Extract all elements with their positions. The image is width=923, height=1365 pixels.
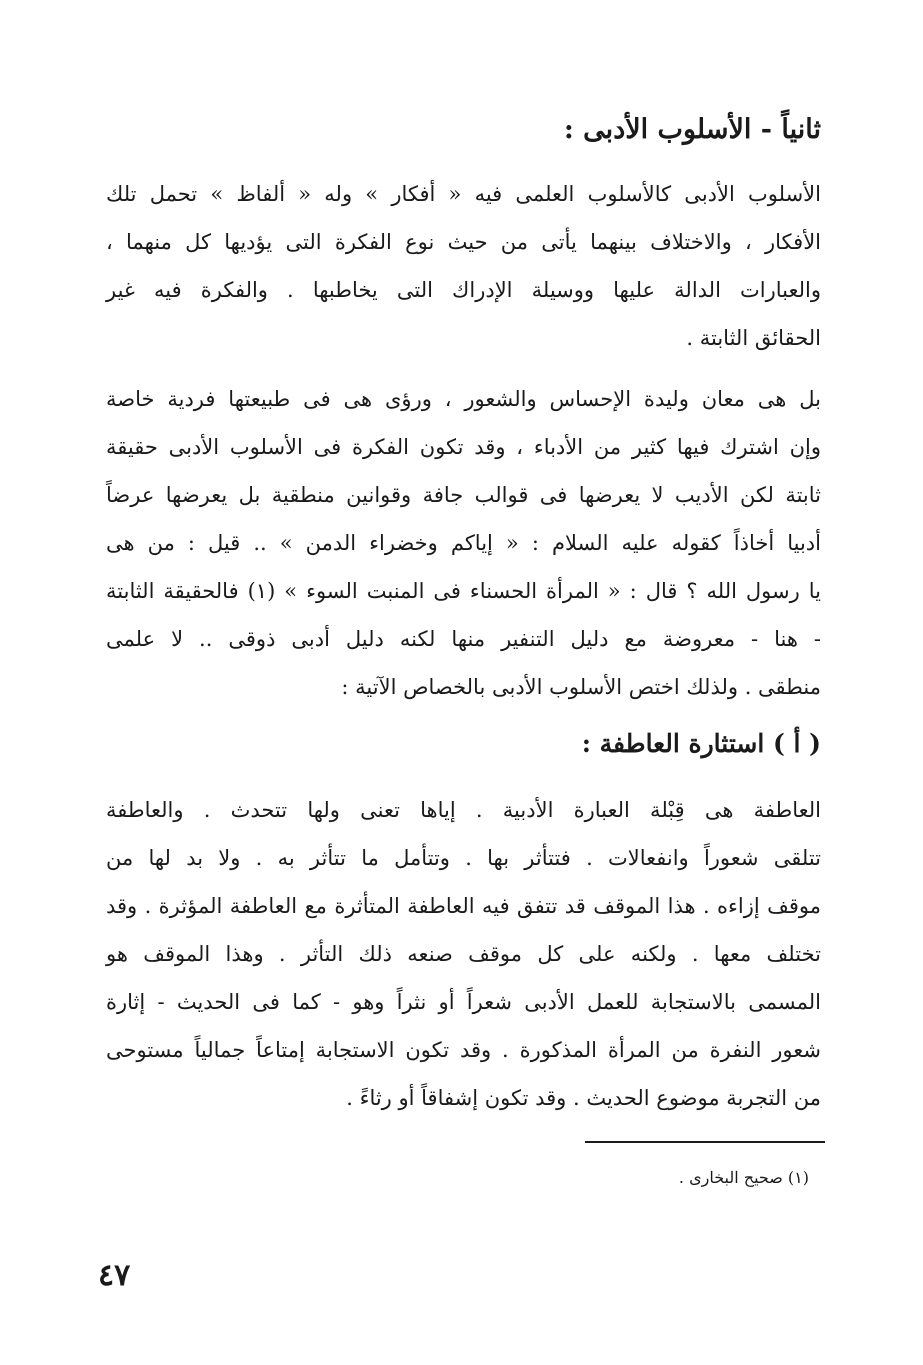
text-line: أدبيا أخاذاً كقوله عليه السلام : « إياكم وخضراء الدمن » .. قيل : من هى: [106, 531, 821, 555]
text-line: تتلقى شعوراً وانفعالات . فتتأثر بها . وتتأمل ما تتأثر به . ولا بد لها من: [106, 846, 821, 870]
text-line: شعور النفرة من المرأة المذكورة . وقد تكون الاستجابة إمتاعاً جمالياً مستوحى: [106, 1038, 821, 1062]
text-line: العاطفة هى قِبْلة العبارة الأدبية . إياها تعنى ولها تتحدث . والعاطفة: [106, 798, 821, 822]
text-line: موقف إزاءه . هذا الموقف قد تتفق فيه العاطفة المتأثرة مع العاطفة المؤثرة . وقد: [106, 894, 821, 918]
text-line: الأسلوب الأدبى كالأسلوب العلمى فيه « أفكار » وله « ألفاظ » تحمل تلك: [106, 182, 821, 206]
text-line: من التجربة موضوع الحديث . وقد تكون إشفاقاً أو رثاءً .: [346, 1086, 821, 1110]
paragraph-1: [106, 170, 821, 362]
footnote-divider: [585, 1141, 825, 1143]
paragraph-3: [106, 786, 821, 1122]
text-line: الأفكار ، والاختلاف بينهما يأتى من حيث نوع الفكرة التى يؤديها كل منهما ،: [106, 230, 821, 254]
section-heading: ثانياً - الأسلوب الأدبى :: [563, 114, 821, 145]
text-line: والعبارات الدالة عليها ووسيلة الإدراك التى يخاطبها . والفكرة فيه غير: [106, 278, 821, 302]
text-line: منطقى . ولذلك اختص الأسلوب الأدبى بالخصاص الآتية :: [341, 675, 821, 699]
footnote: (١) صحيح البخارى .: [678, 1168, 809, 1187]
text-line: بل هى معان وليدة الإحساس والشعور ، ورؤى هى فى طبيعتها فردية خاصة: [106, 387, 821, 411]
text-line: وإن اشترك فيها كثير من الأدباء ، وقد تكون الفكرة فى الأسلوب الأدبى حقيقة: [106, 435, 821, 459]
subheading: ( أ ) استثارة العاطفة :: [581, 729, 821, 758]
text-line: - هنا - معروضة مع دليل التنفير منها لكنه دليل أدبى ذوقى .. لا علمى: [106, 627, 821, 651]
text-line: الحقائق الثابتة .: [686, 326, 821, 350]
text-line: ثابتة لكن الأديب لا يعرضها فى قوالب جافة وقوانين منطقية بل يعرضها عرضاً: [106, 483, 821, 507]
text-line: المسمى بالاستجابة للعمل الأدبى شعراً أو نثراً وهو - كما فى الحديث - إثارة: [106, 990, 821, 1014]
paragraph-2: [106, 375, 821, 711]
text-line: تختلف معها . ولكنه على كل موقف صنعه ذلك التأثر . وهذا الموقف هو: [106, 942, 821, 966]
text-line: يا رسول الله ؟ قال : « المرأة الحسناء فى المنبت السوء » (١) فالحقيقة الثابتة: [106, 579, 821, 603]
page-number: ٤٧: [98, 1258, 131, 1293]
